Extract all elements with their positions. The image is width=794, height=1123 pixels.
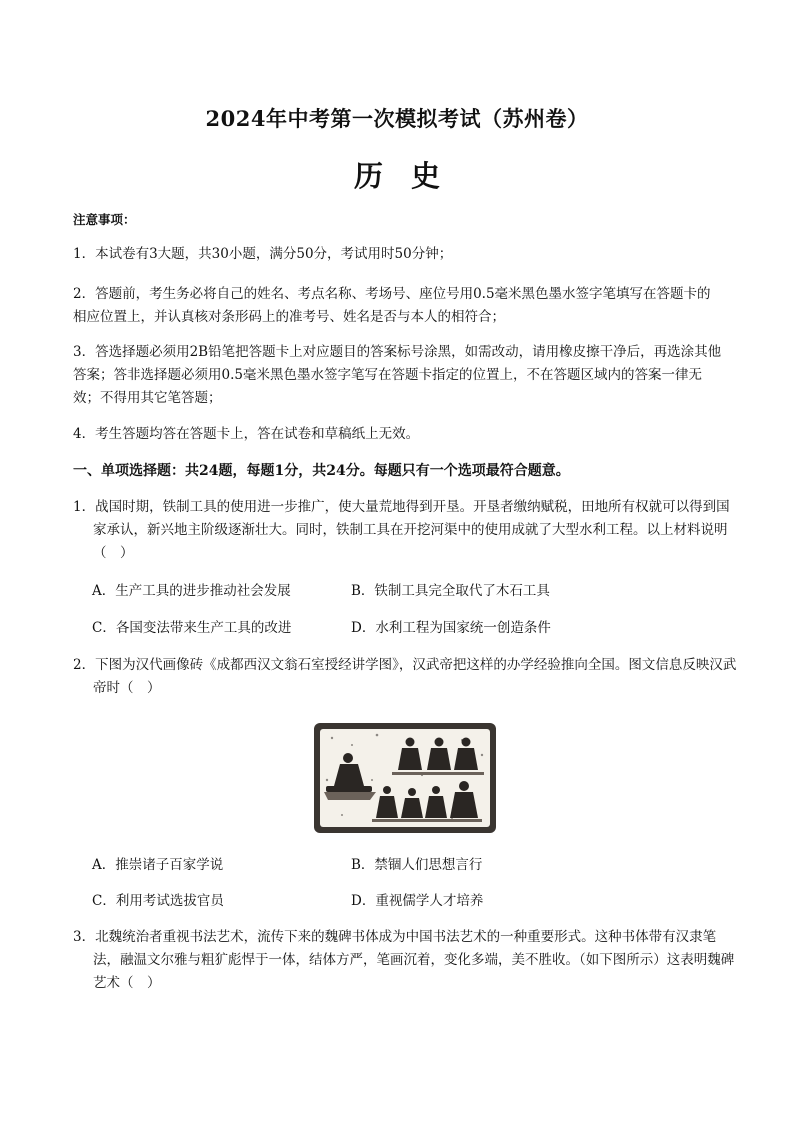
q2-option-b: B．禁锢人们思想言行 [351, 857, 483, 873]
notice-item-3: 3．答选择题必须用2B铅笔把答题卡上对应题目的答案标号涂黑，如需改动，请用橡皮擦干净后，再选涂其他答案；答非选择题必须用0.5毫米黑色墨水签字笔写在答题卡指定的位置上，不在答题区域内的答案一律无效；不得用其它笔答题； [73, 344, 722, 406]
q2-option-c: C．利用考试选拔官员 [92, 893, 224, 909]
subject-title: 历史 [353, 159, 468, 193]
q2-option-a: A．推崇诸子百家学说 [92, 857, 224, 873]
q1-option-d: D．水利工程为国家统一创造条件 [351, 620, 551, 636]
section-heading-single-choice: 一、单项选择题：共24题，每题1分，共24分。每题只有一个选项最符合题意。 [73, 463, 570, 479]
han-brick-relief-image [312, 720, 498, 836]
notice-heading: 注意事项： [73, 212, 136, 227]
question-2-text: 2．下图为汉代画像砖《成都西汉文翁石室授经讲学图》，汉武帝把这样的办学经验推向全国。图文信息反映汉武帝时（ ） [73, 657, 737, 696]
question-3-text: 3．北魏统治者重视书法艺术，流传下来的魏碑书体成为中国书法艺术的一种重要形式。这种书体带有汉隶笔法，融温文尔雅与粗犷彪悍于一体，结体方严，笔画沉着，变化多端，美不胜收。（如下图所示）这表明魏碑艺术（ ） [73, 929, 735, 991]
q1-option-c: C．各国变法带来生产工具的改进 [92, 620, 292, 636]
q1-option-b: B．铁制工具完全取代了木石工具 [351, 583, 550, 599]
notice-item-2: 2．答题前，考生务必将自己的姓名、考点名称、考场号、座位号用0.5毫米黑色墨水签字笔填写在答题卡的相应位置上，并认真核对条形码上的准考号、姓名是否与本人的相符合； [73, 286, 711, 325]
notice-item-1: 1．本试卷有3大题，共30小题，满分50分，考试用时50分钟； [73, 246, 453, 262]
q2-option-d: D．重视儒学人才培养 [351, 893, 484, 909]
question-1-text: 1．战国时期，铁制工具的使用进一步推广，使大量荒地得到开垦。开垦者缴纳赋税，田地所有权就可以得到国家承认，新兴地主阶级逐渐壮大。同时，铁制工具在开挖河渠中的使用成就了大型水利工程。以上材料说明（ ） [73, 499, 730, 561]
disciples-upper-row [392, 738, 484, 776]
notice-item-4: 4．考生答题均答在答题卡上，答在试卷和草稿纸上无效。 [73, 426, 420, 442]
exam-title: 2024年中考第一次模拟考试（苏州卷） [205, 106, 589, 131]
q1-option-a: A．生产工具的进步推动社会发展 [92, 583, 291, 599]
